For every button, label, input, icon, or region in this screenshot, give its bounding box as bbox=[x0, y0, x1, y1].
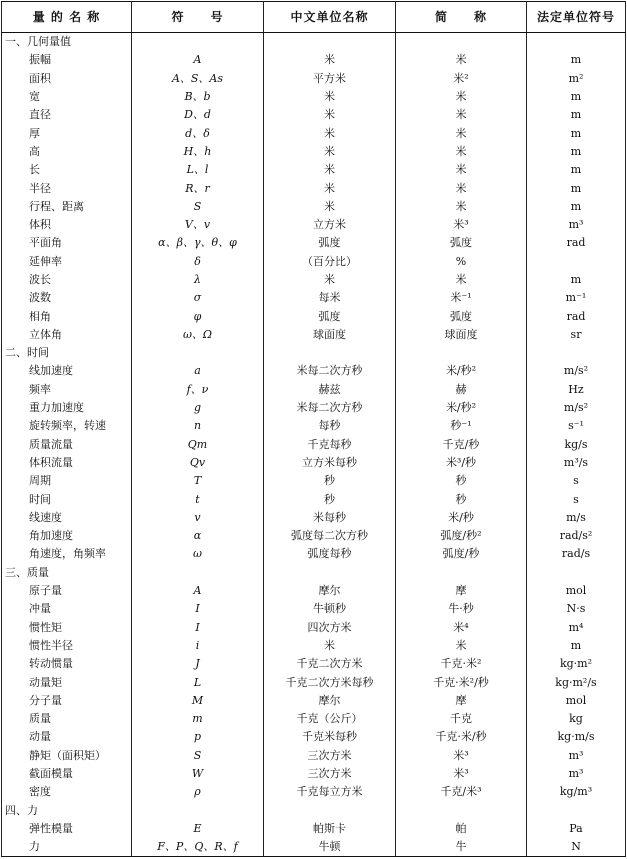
quantity-name-cell: 半径 bbox=[2, 179, 132, 197]
unit-name-cell: 米 bbox=[264, 88, 396, 106]
section-row bbox=[2, 801, 626, 819]
table-row bbox=[2, 88, 626, 106]
table-row bbox=[2, 673, 626, 691]
symbol-cell: R、r bbox=[132, 179, 264, 197]
quantity-name-cell: 线加速度 bbox=[2, 362, 132, 380]
table-row bbox=[2, 143, 626, 161]
unit-symbol-cell: kg bbox=[527, 710, 626, 728]
quantity-name-cell: 静矩（面积矩） bbox=[2, 747, 132, 765]
abbreviation-cell: 米 bbox=[396, 198, 527, 216]
quantity-name-cell: 动量矩 bbox=[2, 673, 132, 691]
symbol-cell: I bbox=[132, 619, 264, 637]
quantity-name-cell: 时间 bbox=[2, 490, 132, 508]
abbreviation-cell: 牛 bbox=[396, 838, 527, 857]
unit-name-cell: （百分比） bbox=[264, 253, 396, 271]
table-row bbox=[2, 399, 626, 417]
table-body bbox=[2, 33, 626, 857]
table-row bbox=[2, 362, 626, 380]
symbol-cell: α、β、γ、θ、φ bbox=[132, 234, 264, 252]
abbreviation-cell: 千克·米²/秒 bbox=[396, 673, 527, 691]
table-row bbox=[2, 619, 626, 637]
unit-name-cell: 千克米每秒 bbox=[264, 728, 396, 746]
header-row bbox=[2, 2, 626, 33]
empty-cell bbox=[527, 801, 626, 819]
unit-symbol-cell: kg/m³ bbox=[527, 783, 626, 801]
abbreviation-cell: 赫 bbox=[396, 381, 527, 399]
empty-cell bbox=[527, 33, 626, 52]
table-row bbox=[2, 179, 626, 197]
abbreviation-cell: 米³ bbox=[396, 747, 527, 765]
section-row bbox=[2, 564, 626, 582]
unit-name-cell: 摩尔 bbox=[264, 582, 396, 600]
quantity-name-cell: 波长 bbox=[2, 271, 132, 289]
abbreviation-cell: 弧度 bbox=[396, 234, 527, 252]
abbreviation-cell: 秒 bbox=[396, 490, 527, 508]
unit-symbol-cell bbox=[527, 253, 626, 271]
table-row bbox=[2, 655, 626, 673]
symbol-cell: S bbox=[132, 747, 264, 765]
table-row bbox=[2, 692, 626, 710]
unit-symbol-cell: m bbox=[527, 198, 626, 216]
table-row bbox=[2, 51, 626, 69]
quantity-name-cell: 相角 bbox=[2, 307, 132, 325]
abbreviation-cell: 米 bbox=[396, 271, 527, 289]
symbol-cell: p bbox=[132, 728, 264, 746]
quantity-name-cell: 厚 bbox=[2, 124, 132, 142]
symbol-cell: d、δ bbox=[132, 124, 264, 142]
unit-name-cell: 牛顿 bbox=[264, 838, 396, 857]
unit-name-cell: 每秒 bbox=[264, 417, 396, 435]
unit-symbol-cell: kg·m/s bbox=[527, 728, 626, 746]
unit-symbol-cell: kg/s bbox=[527, 436, 626, 454]
empty-cell bbox=[527, 344, 626, 362]
header-quantity-name: 量 的 名 称 bbox=[2, 2, 132, 33]
unit-symbol-cell: m/s² bbox=[527, 362, 626, 380]
abbreviation-cell: 弧度/秒 bbox=[396, 545, 527, 563]
unit-symbol-cell: rad bbox=[527, 234, 626, 252]
quantity-name-cell: 冲量 bbox=[2, 600, 132, 618]
abbreviation-cell: 摩 bbox=[396, 582, 527, 600]
empty-cell bbox=[396, 33, 527, 52]
symbol-cell: D、d bbox=[132, 106, 264, 124]
table-row bbox=[2, 600, 626, 618]
table-row bbox=[2, 234, 626, 252]
unit-name-cell: 立方米每秒 bbox=[264, 454, 396, 472]
unit-name-cell: 弧度 bbox=[264, 307, 396, 325]
section-title: 一、几何量值 bbox=[2, 33, 132, 52]
symbol-cell: T bbox=[132, 472, 264, 490]
unit-symbol-cell: m bbox=[527, 271, 626, 289]
symbol-cell: A bbox=[132, 51, 264, 69]
table-row bbox=[2, 124, 626, 142]
units-table bbox=[1, 1, 626, 857]
empty-cell bbox=[396, 344, 527, 362]
quantity-name-cell: 高 bbox=[2, 143, 132, 161]
unit-symbol-cell: rad/s bbox=[527, 545, 626, 563]
quantity-name-cell: 重力加速度 bbox=[2, 399, 132, 417]
quantity-name-cell: 惯性矩 bbox=[2, 619, 132, 637]
unit-symbol-cell: Hz bbox=[527, 381, 626, 399]
unit-symbol-cell: rad bbox=[527, 307, 626, 325]
unit-symbol-cell: m/s² bbox=[527, 399, 626, 417]
abbreviation-cell: 米⁴ bbox=[396, 619, 527, 637]
symbol-cell: M bbox=[132, 692, 264, 710]
table-row bbox=[2, 490, 626, 508]
header-symbol: 符 号 bbox=[132, 2, 264, 33]
table-row bbox=[2, 545, 626, 563]
unit-name-cell: 米 bbox=[264, 179, 396, 197]
quantity-name-cell: 角速度，角频率 bbox=[2, 545, 132, 563]
quantity-name-cell: 分子量 bbox=[2, 692, 132, 710]
unit-symbol-cell: m² bbox=[527, 70, 626, 88]
abbreviation-cell: 米/秒² bbox=[396, 362, 527, 380]
symbol-cell: B、b bbox=[132, 88, 264, 106]
unit-name-cell: 千克每立方米 bbox=[264, 783, 396, 801]
unit-symbol-cell: m⁻¹ bbox=[527, 289, 626, 307]
table-row bbox=[2, 747, 626, 765]
symbol-cell: H、h bbox=[132, 143, 264, 161]
quantity-name-cell: 力 bbox=[2, 838, 132, 857]
unit-name-cell: 米 bbox=[264, 271, 396, 289]
unit-name-cell: 球面度 bbox=[264, 326, 396, 344]
unit-name-cell: 三次方米 bbox=[264, 765, 396, 783]
abbreviation-cell: 米 bbox=[396, 637, 527, 655]
unit-name-cell: 牛顿秒 bbox=[264, 600, 396, 618]
quantity-name-cell: 惯性半径 bbox=[2, 637, 132, 655]
unit-symbol-cell: m/s bbox=[527, 509, 626, 527]
symbol-cell: A、S、As bbox=[132, 70, 264, 88]
unit-name-cell: 弧度每二次方秒 bbox=[264, 527, 396, 545]
symbol-cell: λ bbox=[132, 271, 264, 289]
unit-name-cell: 立方米 bbox=[264, 216, 396, 234]
symbol-cell: Qm bbox=[132, 436, 264, 454]
quantity-name-cell: 原子量 bbox=[2, 582, 132, 600]
section-title: 四、力 bbox=[2, 801, 132, 819]
table-row bbox=[2, 527, 626, 545]
abbreviation-cell: 米³/秒 bbox=[396, 454, 527, 472]
unit-symbol-cell: s bbox=[527, 472, 626, 490]
header-abbreviation: 简 称 bbox=[396, 2, 527, 33]
symbol-cell: ω bbox=[132, 545, 264, 563]
abbreviation-cell: 米 bbox=[396, 51, 527, 69]
unit-symbol-cell: m bbox=[527, 106, 626, 124]
quantity-name-cell: 体积 bbox=[2, 216, 132, 234]
symbol-cell: J bbox=[132, 655, 264, 673]
abbreviation-cell: 千克·米/秒 bbox=[396, 728, 527, 746]
abbreviation-cell: 米 bbox=[396, 143, 527, 161]
unit-name-cell: 米 bbox=[264, 143, 396, 161]
table-row bbox=[2, 289, 626, 307]
symbol-cell: L、l bbox=[132, 161, 264, 179]
table-row bbox=[2, 198, 626, 216]
quantity-name-cell: 平面角 bbox=[2, 234, 132, 252]
symbol-cell: φ bbox=[132, 307, 264, 325]
unit-symbol-cell: m³ bbox=[527, 216, 626, 234]
unit-name-cell: 米 bbox=[264, 637, 396, 655]
abbreviation-cell: 米³ bbox=[396, 216, 527, 234]
table-row bbox=[2, 509, 626, 527]
header-legal-unit-symbol: 法定单位符号 bbox=[527, 2, 626, 33]
abbreviation-cell: 米/秒² bbox=[396, 399, 527, 417]
quantity-name-cell: 振幅 bbox=[2, 51, 132, 69]
table-row bbox=[2, 436, 626, 454]
table-row bbox=[2, 838, 626, 857]
quantity-name-cell: 动量 bbox=[2, 728, 132, 746]
unit-symbol-cell: m bbox=[527, 179, 626, 197]
unit-symbol-cell: m bbox=[527, 637, 626, 655]
unit-name-cell: 千克二次方米 bbox=[264, 655, 396, 673]
unit-name-cell: 米 bbox=[264, 161, 396, 179]
empty-cell bbox=[396, 564, 527, 582]
unit-name-cell: 米 bbox=[264, 124, 396, 142]
abbreviation-cell: 秒⁻¹ bbox=[396, 417, 527, 435]
table-row bbox=[2, 637, 626, 655]
unit-symbol-cell: m bbox=[527, 124, 626, 142]
quantity-name-cell: 面积 bbox=[2, 70, 132, 88]
unit-symbol-cell: kg·m²/s bbox=[527, 673, 626, 691]
table-row bbox=[2, 710, 626, 728]
unit-symbol-cell: m bbox=[527, 161, 626, 179]
quantity-name-cell: 立体角 bbox=[2, 326, 132, 344]
quantity-name-cell: 频率 bbox=[2, 381, 132, 399]
section-title: 三、质量 bbox=[2, 564, 132, 582]
table-row bbox=[2, 161, 626, 179]
unit-symbol-cell: kg·m² bbox=[527, 655, 626, 673]
symbol-cell: W bbox=[132, 765, 264, 783]
quantity-name-cell: 长 bbox=[2, 161, 132, 179]
abbreviation-cell: 千克 bbox=[396, 710, 527, 728]
unit-name-cell: 三次方米 bbox=[264, 747, 396, 765]
unit-name-cell: 帕斯卡 bbox=[264, 820, 396, 838]
table-row bbox=[2, 307, 626, 325]
symbol-cell: a bbox=[132, 362, 264, 380]
abbreviation-cell: 弧度/秒² bbox=[396, 527, 527, 545]
symbol-cell: L bbox=[132, 673, 264, 691]
unit-symbol-cell: m⁴ bbox=[527, 619, 626, 637]
quantity-name-cell: 周期 bbox=[2, 472, 132, 490]
abbreviation-cell: 千克/秒 bbox=[396, 436, 527, 454]
table-row bbox=[2, 472, 626, 490]
table-row bbox=[2, 326, 626, 344]
unit-name-cell: 米 bbox=[264, 106, 396, 124]
symbol-cell: v bbox=[132, 509, 264, 527]
unit-name-cell: 米 bbox=[264, 198, 396, 216]
empty-cell bbox=[132, 344, 264, 362]
symbol-cell: ω、Ω bbox=[132, 326, 264, 344]
quantity-name-cell: 延伸率 bbox=[2, 253, 132, 271]
unit-symbol-cell: Pa bbox=[527, 820, 626, 838]
abbreviation-cell: 米/秒 bbox=[396, 509, 527, 527]
empty-cell bbox=[264, 344, 396, 362]
section-row bbox=[2, 33, 626, 52]
unit-name-cell: 弧度 bbox=[264, 234, 396, 252]
symbol-cell: ρ bbox=[132, 783, 264, 801]
quantity-name-cell: 截面模量 bbox=[2, 765, 132, 783]
unit-symbol-cell: m³ bbox=[527, 747, 626, 765]
abbreviation-cell: % bbox=[396, 253, 527, 271]
empty-cell bbox=[264, 33, 396, 52]
table-row bbox=[2, 820, 626, 838]
unit-symbol-cell: mol bbox=[527, 692, 626, 710]
unit-name-cell: 平方米 bbox=[264, 70, 396, 88]
abbreviation-cell: 千克/米³ bbox=[396, 783, 527, 801]
quantity-name-cell: 角加速度 bbox=[2, 527, 132, 545]
quantity-name-cell: 行程、距离 bbox=[2, 198, 132, 216]
empty-cell bbox=[264, 801, 396, 819]
quantity-name-cell: 弹性模量 bbox=[2, 820, 132, 838]
unit-symbol-cell: m³ bbox=[527, 765, 626, 783]
symbol-cell: V、v bbox=[132, 216, 264, 234]
abbreviation-cell: 米² bbox=[396, 70, 527, 88]
abbreviation-cell: 弧度 bbox=[396, 307, 527, 325]
quantity-name-cell: 旋转频率，转速 bbox=[2, 417, 132, 435]
quantity-name-cell: 宽 bbox=[2, 88, 132, 106]
unit-name-cell: 米每秒 bbox=[264, 509, 396, 527]
unit-symbol-cell: mol bbox=[527, 582, 626, 600]
abbreviation-cell: 米 bbox=[396, 179, 527, 197]
abbreviation-cell: 秒 bbox=[396, 472, 527, 490]
abbreviation-cell: 米³ bbox=[396, 765, 527, 783]
symbol-cell: n bbox=[132, 417, 264, 435]
symbol-cell: t bbox=[132, 490, 264, 508]
unit-symbol-cell: m³/s bbox=[527, 454, 626, 472]
unit-symbol-cell: s bbox=[527, 490, 626, 508]
unit-name-cell: 四次方米 bbox=[264, 619, 396, 637]
empty-cell bbox=[527, 564, 626, 582]
symbol-cell: g bbox=[132, 399, 264, 417]
quantity-name-cell: 体积流量 bbox=[2, 454, 132, 472]
table-row bbox=[2, 106, 626, 124]
abbreviation-cell: 米 bbox=[396, 161, 527, 179]
unit-name-cell: 千克每秒 bbox=[264, 436, 396, 454]
unit-name-cell: 千克二次方米每秒 bbox=[264, 673, 396, 691]
unit-name-cell: 每米 bbox=[264, 289, 396, 307]
section-title: 二、时间 bbox=[2, 344, 132, 362]
table-row bbox=[2, 70, 626, 88]
unit-name-cell: 千克（公斤） bbox=[264, 710, 396, 728]
symbol-cell: I bbox=[132, 600, 264, 618]
abbreviation-cell: 球面度 bbox=[396, 326, 527, 344]
unit-symbol-cell: N·s bbox=[527, 600, 626, 618]
symbol-cell: m bbox=[132, 710, 264, 728]
symbol-cell: δ bbox=[132, 253, 264, 271]
empty-cell bbox=[396, 801, 527, 819]
symbol-cell: S bbox=[132, 198, 264, 216]
abbreviation-cell: 千克·米² bbox=[396, 655, 527, 673]
empty-cell bbox=[264, 564, 396, 582]
abbreviation-cell: 牛·秒 bbox=[396, 600, 527, 618]
unit-symbol-cell: m bbox=[527, 88, 626, 106]
abbreviation-cell: 米 bbox=[396, 124, 527, 142]
unit-name-cell: 米每二次方秒 bbox=[264, 399, 396, 417]
abbreviation-cell: 帕 bbox=[396, 820, 527, 838]
quantity-name-cell: 波数 bbox=[2, 289, 132, 307]
table-row bbox=[2, 582, 626, 600]
table-row bbox=[2, 417, 626, 435]
abbreviation-cell: 米 bbox=[396, 88, 527, 106]
unit-symbol-cell: sr bbox=[527, 326, 626, 344]
unit-symbol-cell: m bbox=[527, 143, 626, 161]
unit-name-cell: 米 bbox=[264, 51, 396, 69]
quantity-name-cell: 直径 bbox=[2, 106, 132, 124]
symbol-cell: A bbox=[132, 582, 264, 600]
abbreviation-cell: 米 bbox=[396, 106, 527, 124]
symbol-cell: σ bbox=[132, 289, 264, 307]
symbol-cell: α bbox=[132, 527, 264, 545]
unit-name-cell: 米每二次方秒 bbox=[264, 362, 396, 380]
symbol-cell: i bbox=[132, 637, 264, 655]
table-row bbox=[2, 765, 626, 783]
table-row bbox=[2, 253, 626, 271]
quantity-name-cell: 密度 bbox=[2, 783, 132, 801]
symbol-cell: F、P、Q、R、f bbox=[132, 838, 264, 857]
table-row bbox=[2, 381, 626, 399]
unit-name-cell: 摩尔 bbox=[264, 692, 396, 710]
quantity-name-cell: 线速度 bbox=[2, 509, 132, 527]
table-row bbox=[2, 728, 626, 746]
abbreviation-cell: 米⁻¹ bbox=[396, 289, 527, 307]
quantity-name-cell: 质量流量 bbox=[2, 436, 132, 454]
empty-cell bbox=[132, 33, 264, 52]
unit-name-cell: 弧度每秒 bbox=[264, 545, 396, 563]
quantity-name-cell: 转动惯量 bbox=[2, 655, 132, 673]
symbol-cell: E bbox=[132, 820, 264, 838]
unit-name-cell: 赫兹 bbox=[264, 381, 396, 399]
unit-symbol-cell: N bbox=[527, 838, 626, 857]
symbol-cell: Qv bbox=[132, 454, 264, 472]
table-row bbox=[2, 454, 626, 472]
empty-cell bbox=[132, 801, 264, 819]
table-row bbox=[2, 216, 626, 234]
unit-symbol-cell: s⁻¹ bbox=[527, 417, 626, 435]
unit-symbol-cell: rad/s² bbox=[527, 527, 626, 545]
header-chinese-unit-name: 中文单位名称 bbox=[264, 2, 396, 33]
section-row bbox=[2, 344, 626, 362]
empty-cell bbox=[132, 564, 264, 582]
table-row bbox=[2, 271, 626, 289]
unit-symbol-cell: m bbox=[527, 51, 626, 69]
unit-name-cell: 秒 bbox=[264, 490, 396, 508]
table-row bbox=[2, 783, 626, 801]
abbreviation-cell: 摩 bbox=[396, 692, 527, 710]
unit-name-cell: 秒 bbox=[264, 472, 396, 490]
quantity-name-cell: 质量 bbox=[2, 710, 132, 728]
symbol-cell: f、ν bbox=[132, 381, 264, 399]
